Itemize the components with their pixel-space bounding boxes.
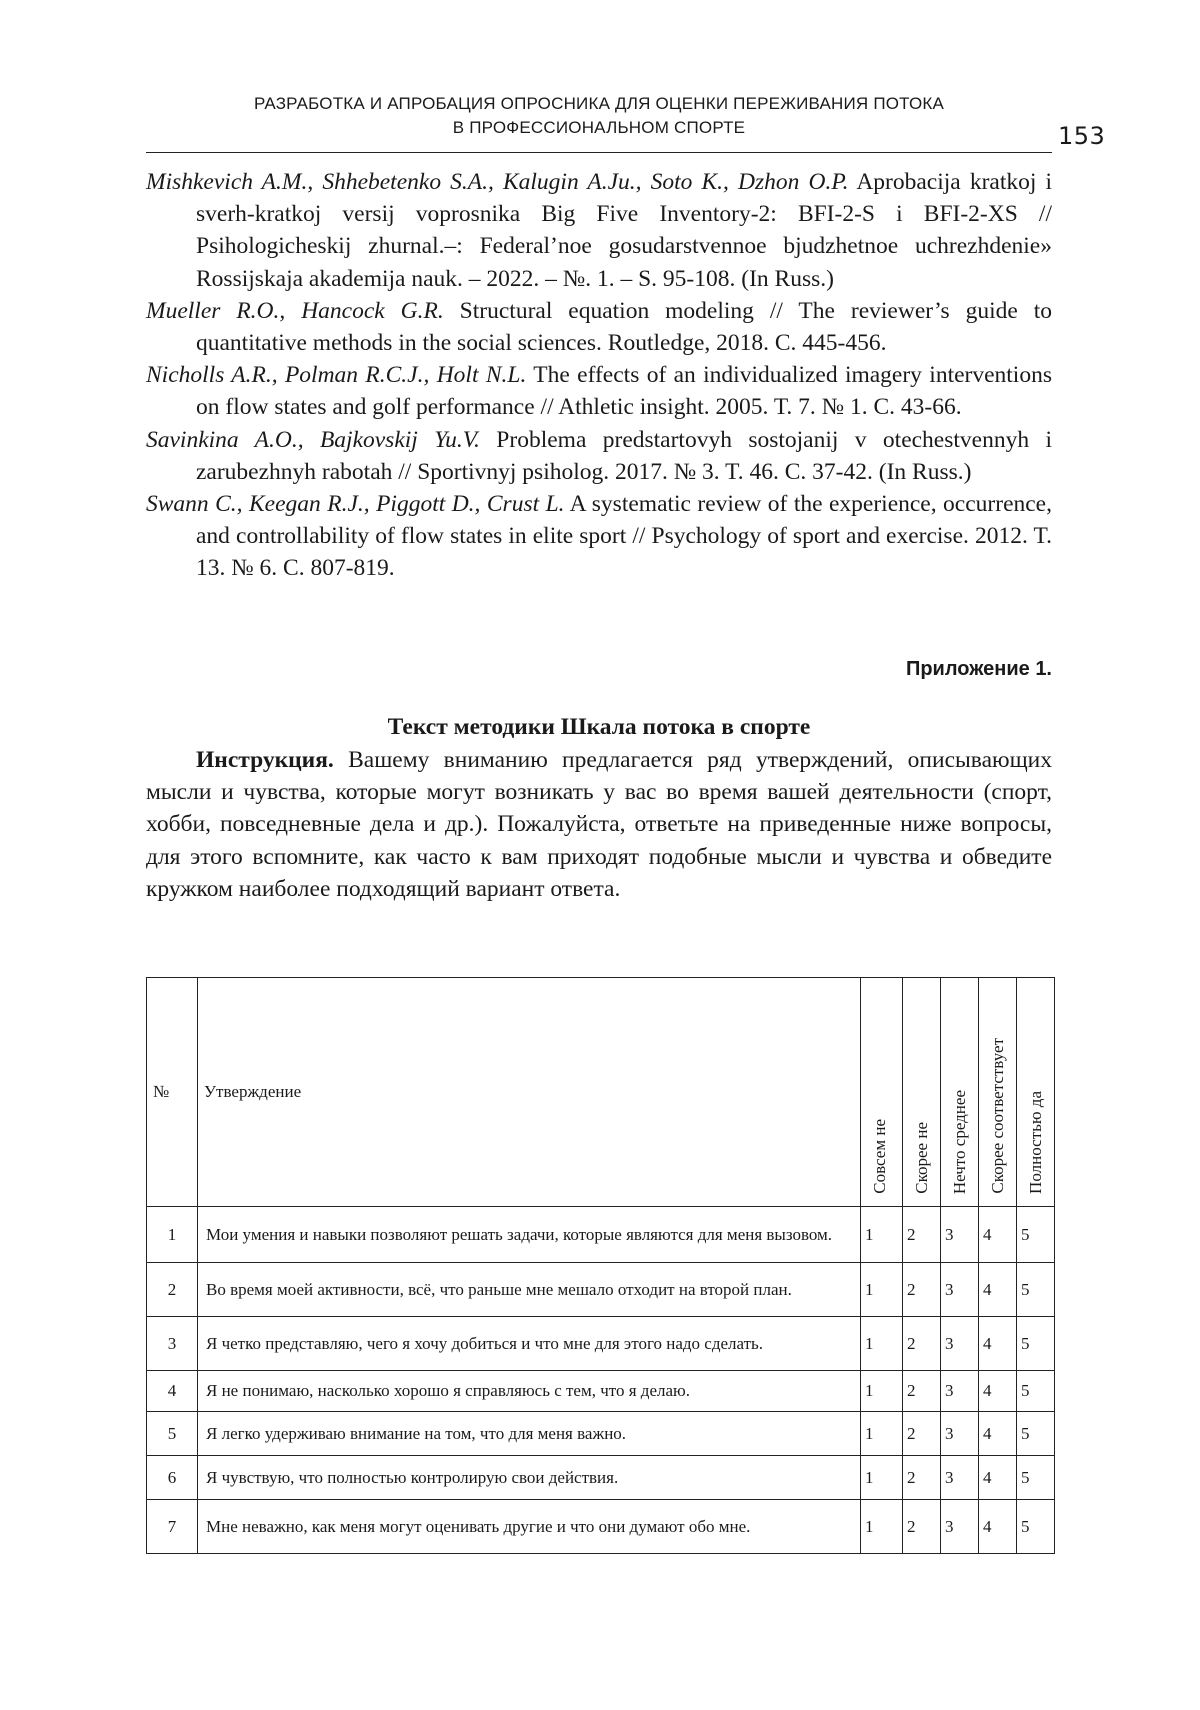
reference-entry [146,295,1052,359]
row-statement: Я чувствую, что полностью контролирую свои действия. [198,1456,861,1500]
header-statement: Утверждение [198,978,861,1207]
appendix-label: Приложение 1. [905,658,1052,680]
row-statement: Я четко представляю, чего я хочу добиться и что мне для этого надо сделать. [198,1317,861,1371]
row-option: 5 [1017,1263,1055,1317]
row-option: 1 [861,1456,903,1500]
row-option: 3 [941,1456,979,1500]
row-statement: Я легко удерживаю внимание на том, что для меня важно. [198,1412,861,1456]
row-option: 3 [941,1500,979,1554]
row-option: 4 [979,1317,1017,1371]
reference-entry [146,359,1052,423]
header-option-label: Совсем не [870,1119,889,1194]
row-option: 1 [861,1412,903,1456]
row-option: 4 [979,1207,1017,1263]
row-option: 3 [941,1412,979,1456]
reference-text: Structural equation modeling // The reviewer’s guide to quantitative methods in the social sciences. Routledge, 2018. C. 445-456. [196,297,1052,357]
table-row [147,1456,1055,1500]
row-option: 2 [903,1412,941,1456]
reference-authors: Nicholls A.R., Polman R.C.J., Holt N.L. [146,362,527,389]
reference-entry [146,424,1052,488]
row-option: 1 [861,1500,903,1554]
row-option: 2 [903,1207,941,1263]
row-statement: Я не понимаю, насколько хорошо я справляюсь с тем, что я делаю. [198,1371,861,1412]
reference-entry [146,166,1052,295]
running-head-line-1: РАЗРАБОТКА И АПРОБАЦИЯ ОПРОСНИКА ДЛЯ ОЦЕНКИ ПЕРЕЖИВАНИЯ ПОТОКА [253,94,945,113]
row-option: 4 [979,1500,1017,1554]
row-option: 4 [979,1412,1017,1456]
table-header-row [147,978,1055,1207]
row-option: 5 [1017,1371,1055,1412]
row-option: 2 [903,1263,941,1317]
instruction-lead: Инструкция. [196,747,334,773]
row-statement: Мои умения и навыки позволяют решать задачи, которые являются для меня вызовом. [198,1207,861,1263]
row-option: 3 [941,1263,979,1317]
row-option: 3 [941,1371,979,1412]
row-option: 5 [1017,1456,1055,1500]
reference-authors: Mishkevich A.M., Shhebetenko S.A., Kalugin A.Ju., Soto K., Dzhon O.P. [146,169,849,195]
reference-text: Problema predstartovyh sostojanij v otechestvennyh i zarubezhnyh rabotah // Sportivnyj psiholog. 2017. № 3. T. 46. C. 37-42. (In Russ.) [196,426,1052,485]
table-row [147,1207,1055,1263]
row-number: 6 [147,1456,198,1500]
row-option: 4 [979,1456,1017,1500]
header-option-label: Скорее не [912,1122,931,1194]
row-option: 2 [903,1456,941,1500]
header-num: № [147,978,198,1207]
header-option [861,978,903,1207]
row-option: 2 [903,1317,941,1371]
row-option: 1 [861,1371,903,1412]
reference-entry [146,488,1052,585]
row-number: 4 [147,1371,198,1412]
reference-authors: Savinkina A.O., Bajkovskij Yu.V. [146,426,480,453]
reference-text: Aprobacija kratkoj i sverh-kratkoj versij voprosnika Big Five Inventory-2: BFI-2-S i BFI-2-XS // Psihologicheskij zhurnal.–: Federal’noe gosudarstvennoe bjudzhetnoe uchrezhdenie» Rossijskaja akademija nauk. – 2022. – №. 1. – S. 95-108. (In Russ.) [196,169,1052,292]
row-number: 3 [147,1317,198,1371]
row-number: 5 [147,1412,198,1456]
row-number: 2 [147,1263,198,1317]
row-option: 2 [903,1371,941,1412]
row-option: 3 [941,1207,979,1263]
row-option: 5 [1017,1207,1055,1263]
reference-authors: Mueller R.O., Hancock G.R. [146,297,444,324]
row-option: 5 [1017,1412,1055,1456]
flow-scale-table [146,977,1055,1554]
row-option: 1 [861,1317,903,1371]
row-option: 5 [1017,1317,1055,1371]
reference-list [146,166,1052,585]
row-number: 1 [147,1207,198,1263]
reference-text: A systematic review of the experience, occurrence, and controllability of flow states in elite sport // Psychology of sport and exercise. 2012. T. 13. № 6. C. 807-819. [196,491,1052,582]
row-option: 3 [941,1317,979,1371]
header-option-label: Нечто среднее [950,1089,969,1194]
header-option [1017,978,1055,1207]
running-head [146,92,1052,140]
header-option [903,978,941,1207]
row-option: 1 [861,1207,903,1263]
method-title: Текст методики Шкала потока в спорте [387,714,811,740]
table-row [147,1500,1055,1554]
running-head-line-2: В ПРОФЕССИОНАЛЬНОМ СПОРТЕ [452,118,746,137]
header-option-label: Скорее соответствует [988,1038,1007,1194]
header-option [941,978,979,1207]
page-number: 153 [1058,122,1106,150]
header-rule [146,152,1052,153]
row-option: 1 [861,1263,903,1317]
row-option: 4 [979,1371,1017,1412]
row-number: 7 [147,1500,198,1554]
row-statement: Во время моей активности, всё, что раньше мне мешало отходит на второй план. [198,1263,861,1317]
table-row [147,1263,1055,1317]
header-option [979,978,1017,1207]
header-option-label: Полностью да [1026,1091,1045,1194]
row-option: 4 [979,1263,1017,1317]
reference-text: The effects of an individualized imagery interventions on flow states and golf performance // Athletic insight. 2005. T. 7. № 1. C. 43-66. [196,362,1052,421]
instruction-text: Вашему вниманию предлагается ряд утверждений, описывающих мысли и чувства, которые могут возникать у вас во время вашей деятельности (спорт, хобби, повседневные дела и др.). Пожалуйста, ответьте на приведенные ниже вопросы, для этого вспомните, как часто к вам приходят подобные мысли и чувства и обведите кружком наиболее подходящий вариант ответа. [146,747,1052,902]
table-row [147,1371,1055,1412]
table-row [147,1317,1055,1371]
row-option: 2 [903,1500,941,1554]
instruction-paragraph [146,744,1052,905]
row-statement: Мне неважно, как меня могут оценивать другие и что они думают обо мне. [198,1500,861,1554]
table-row [147,1412,1055,1456]
reference-authors: Swann C., Keegan R.J., Piggott D., Crust L. [146,491,565,518]
row-option: 5 [1017,1500,1055,1554]
